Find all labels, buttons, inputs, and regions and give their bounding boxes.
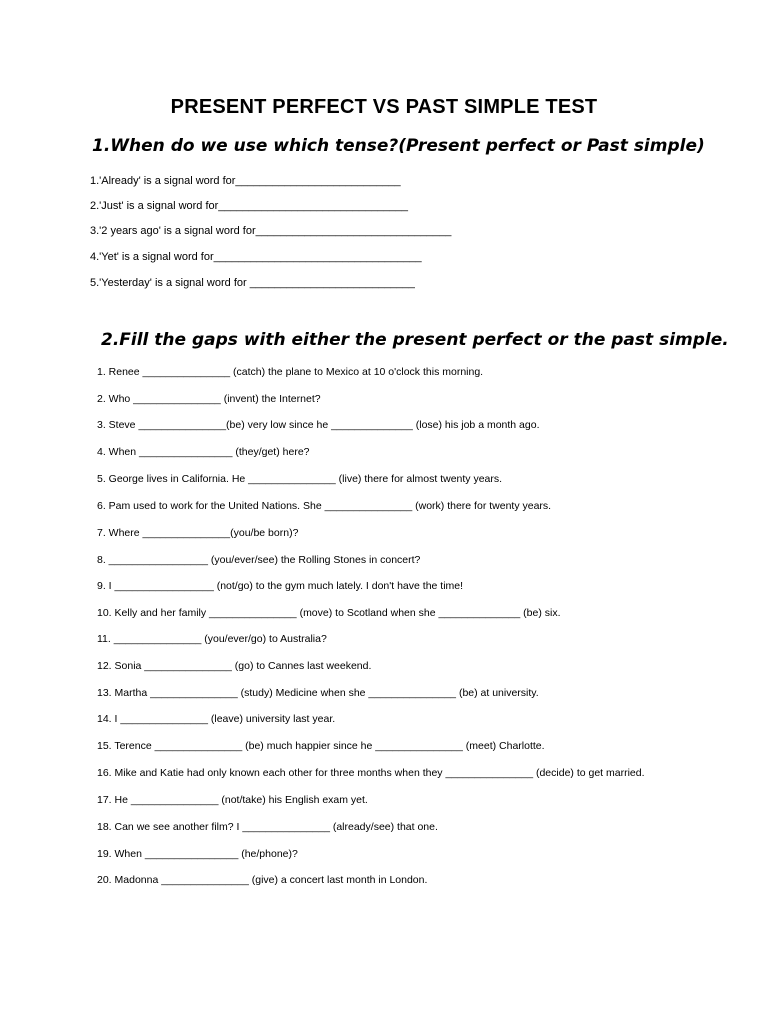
gap-fill-item: 11. _______________ (you/ever/go) to Australia? bbox=[97, 633, 327, 645]
gap-fill-item: 17. He _______________ (not/take) his English exam yet. bbox=[97, 794, 368, 806]
gap-fill-item: 12. Sonia _______________ (go) to Cannes last weekend. bbox=[97, 660, 372, 672]
gap-fill-item: 15. Terence _______________ (be) much happier since he _______________ (meet) Charlotte. bbox=[97, 740, 545, 752]
signal-word-item: 5.'Yesterday' is a signal word for ___________________________ bbox=[90, 277, 415, 289]
gap-fill-item: 8. _________________ (you/ever/see) the Rolling Stones in concert? bbox=[97, 554, 421, 566]
gap-fill-item: 2. Who _______________ (invent) the Internet? bbox=[97, 393, 321, 405]
gap-fill-item: 14. I _______________ (leave) university last year. bbox=[97, 713, 336, 725]
gap-fill-item: 13. Martha _______________ (study) Medicine when she _______________ (be) at university. bbox=[97, 687, 539, 699]
gap-fill-item: 9. I _________________ (not/go) to the gym much lately. I don't have the time! bbox=[97, 580, 464, 592]
gap-fill-item: 18. Can we see another film? I _______________ (already/see) that one. bbox=[97, 821, 438, 833]
gap-fill-item: 6. Pam used to work for the United Nations. She _______________ (work) there for twenty years. bbox=[97, 500, 552, 512]
gap-fill-item: 10. Kelly and her family _______________ (move) to Scotland when she ______________ (be) six. bbox=[97, 607, 561, 619]
section-1-heading: 1.When do we use which tense?(Present perfect or Past simple) bbox=[92, 136, 705, 156]
section-2-heading: 2.Fill the gaps with either the present perfect or the past simple. bbox=[101, 330, 729, 350]
signal-word-item: 1.'Already' is a signal word for___________________________ bbox=[90, 175, 401, 187]
signal-word-item: 3.'2 years ago' is a signal word for________________________________ bbox=[90, 225, 452, 237]
gap-fill-item: 1. Renee _______________ (catch) the plane to Mexico at 10 o'clock this morning. bbox=[97, 366, 484, 378]
gap-fill-item: 5. George lives in California. He _______________ (live) there for almost twenty years. bbox=[97, 473, 503, 485]
gap-fill-item: 4. When ________________ (they/get) here? bbox=[97, 446, 310, 458]
gap-fill-item: 20. Madonna _______________ (give) a concert last month in London. bbox=[97, 874, 428, 886]
signal-word-item: 2.'Just' is a signal word for_______________________________ bbox=[90, 200, 408, 212]
gap-fill-item: 3. Steve _______________(be) very low since he ______________ (lose) his job a month ago. bbox=[97, 419, 540, 431]
gap-fill-item: 16. Mike and Katie had only known each other for three months when they _______________ (decide) to get married. bbox=[97, 767, 645, 779]
signal-word-item: 4.'Yet' is a signal word for__________________________________ bbox=[90, 251, 422, 263]
gap-fill-item: 7. Where _______________(you/be born)? bbox=[97, 527, 299, 539]
gap-fill-item: 19. When ________________ (he/phone)? bbox=[97, 848, 298, 860]
page-title: PRESENT PERFECT VS PAST SIMPLE TEST bbox=[170, 96, 598, 118]
